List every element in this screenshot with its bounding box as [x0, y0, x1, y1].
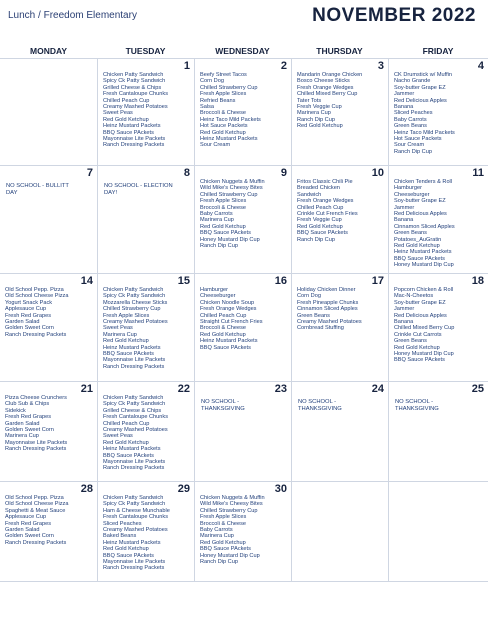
menu-item-list	[5, 287, 94, 338]
menu-item: Chicken Nuggets & Muffin	[200, 179, 265, 185]
menu-item-list	[297, 287, 385, 332]
menu-item: Popcorn Chicken & Roll	[394, 287, 454, 293]
day-cell-7	[0, 166, 97, 274]
menu-item: Sliced Peaches	[394, 110, 433, 117]
menu-item: Chicken Tenders & Roll	[394, 179, 453, 185]
menu-item: Red Delicious Apples	[394, 97, 447, 104]
day-cell-30	[194, 482, 291, 582]
menu-item-list	[5, 395, 94, 453]
menu-item: Potatoes_AuGratin	[394, 236, 442, 243]
day-cell-9	[194, 166, 291, 274]
menu-item: Heinz Taco Mild Packets	[200, 116, 261, 123]
menu-item: Cinnamon Sliced Apples	[394, 223, 455, 230]
menu-item: Heinz Taco Mild Packets	[394, 129, 455, 136]
menu-item: Spicy Ck Patty Sandwich	[103, 78, 166, 85]
day-number: 15	[177, 275, 190, 287]
no-school-note: NO SCHOOL - THANKSGIVING	[201, 399, 245, 412]
menu-item: Sour Cream	[200, 142, 231, 149]
menu-item: Chicken Patty Sandwich	[103, 495, 164, 501]
empty-day-cell	[291, 482, 388, 582]
menu-item: Chilled Peach Cup	[297, 204, 344, 211]
menu-item: Red Delicious Apples	[394, 211, 447, 218]
menu-item: Mayonnaise Lite Packets	[103, 136, 166, 143]
day-cell-16	[194, 274, 291, 382]
day-number: 18	[471, 275, 484, 287]
menu-item: Chicken Patty Sandwich	[103, 72, 164, 78]
menu-item: Red Gold Ketchup	[200, 223, 246, 230]
menu-item: Marinera Cup	[297, 110, 331, 117]
menu-item: Refried Beans	[200, 97, 236, 104]
menu-item-list	[5, 495, 94, 546]
menu-item: Red Gold Ketchup	[200, 539, 246, 546]
menu-item: BBQ Sauce PAckets	[200, 344, 251, 351]
weekday-friday: FRIDAY	[422, 46, 454, 56]
menu-item: Spicy Ck Patty Sandwich	[103, 293, 166, 300]
menu-item: Heinz Mustard Packets	[200, 136, 258, 143]
day-number: 7	[86, 167, 93, 179]
day-number: 17	[371, 275, 384, 287]
day-cell-22	[97, 382, 194, 482]
menu-item: Jammer	[394, 204, 415, 211]
menu-item: Sweet Peas	[103, 110, 133, 117]
menu-item: BBQ Sauce PAckets	[103, 552, 154, 559]
menu-item: Chilled Strawberry Cup	[200, 191, 258, 198]
menu-item: Ham & Cheese Munchable	[103, 507, 170, 514]
menu-item: Marinera Cup	[103, 331, 137, 338]
menu-item: Green Beans	[297, 312, 330, 319]
menu-item: Soy-butter Grape EZ	[394, 198, 446, 205]
day-cell-11	[388, 166, 488, 274]
menu-item: Old School Pepp. Pizza	[5, 287, 64, 293]
day-cell-24	[291, 382, 388, 482]
menu-item: Pizza Cheese Crunchers	[5, 395, 67, 401]
menu-item: Red Gold Ketchup	[394, 243, 440, 250]
menu-item: Heinz Mustard Packets	[394, 249, 452, 256]
menu-item: Old School Cheese Pizza	[5, 293, 69, 300]
day-number: 24	[371, 383, 384, 395]
menu-item-list	[394, 72, 485, 155]
menu-item: Cornbread Stuffing	[297, 325, 344, 332]
menu-item: Fresh Veggie Cup	[297, 104, 342, 111]
calendar-header	[0, 0, 488, 38]
menu-item: Fresh Orange Wedges	[297, 84, 354, 91]
empty-day-cell	[388, 482, 488, 582]
menu-item-list	[103, 72, 191, 149]
menu-item: Chilled Mixed Berry Cup	[297, 91, 358, 98]
menu-item: Heinz Mustard Packets	[103, 123, 161, 130]
menu-item: Spicy Ck Patty Sandwich	[103, 401, 166, 408]
menu-item: Fresh Cantaloupe Chunks	[103, 91, 168, 98]
menu-item: Ranch Dressing Packets	[103, 465, 165, 472]
menu-item: Green Beans	[394, 123, 427, 130]
menu-item: Heinz Mustard Packets	[200, 338, 258, 345]
menu-item: Sweet Peas	[103, 325, 133, 332]
menu-item: Ranch Dip Cup	[394, 148, 432, 155]
menu-item: Banana	[394, 217, 414, 224]
menu-item-list	[297, 179, 385, 243]
menu-item-list	[200, 495, 288, 565]
menu-item: Fresh Apple Slices	[200, 514, 247, 521]
menu-item: Yogurt Snack Pack	[5, 299, 53, 306]
menu-item: BBQ Sauce PAckets	[200, 230, 251, 237]
menu-item: Crinkle Cut French Fries	[297, 211, 358, 218]
menu-item: Broccoli & Cheese	[200, 520, 247, 527]
menu-item: Creamy Mashed Potatoes	[103, 527, 168, 534]
menu-item: BBQ Sauce PAckets	[103, 351, 154, 358]
menu-item: Jammer	[394, 306, 415, 313]
menu-item: BBQ Sauce PAckets	[103, 129, 154, 136]
day-cell-10	[291, 166, 388, 274]
no-school-note: NO SCHOOL - ELECTION DAY!	[104, 183, 173, 196]
weekday-wednesday: WEDNESDAY	[215, 46, 270, 56]
menu-item: Corn Dog	[297, 293, 321, 300]
menu-item: Chilled Strawberry Cup	[103, 306, 161, 313]
menu-item: Chilled Peach Cup	[103, 420, 150, 427]
menu-item: Red Gold Ketchup	[103, 439, 149, 446]
school-subtitle: Lunch / Freedom Elementary	[8, 10, 137, 21]
menu-item: Honey Mustard Dip Cup	[394, 262, 454, 269]
menu-item-list	[103, 495, 191, 572]
menu-item: BBQ Sauce PAckets	[200, 546, 251, 553]
day-number: 1	[183, 60, 190, 72]
menu-item: Fresh Red Grapes	[5, 520, 52, 527]
menu-item: Chilled Peach Cup	[200, 312, 247, 319]
menu-item: Green Beans	[394, 338, 427, 345]
menu-item: Ranch Dressing Packets	[5, 539, 67, 546]
day-cell-28	[0, 482, 97, 582]
menu-item: Cheeseburger	[200, 293, 236, 300]
menu-item: Chicken Nuggets & Muffin	[200, 495, 265, 501]
menu-item: Chilled Strawberry Cup	[200, 84, 258, 91]
menu-item-list	[394, 179, 485, 269]
menu-item: Ranch Dressing Packets	[5, 331, 67, 338]
menu-item: Corn Dog	[200, 78, 224, 85]
menu-item: Ranch Dip Cup	[200, 243, 238, 250]
menu-item: Hot Sauce Packets	[394, 136, 442, 143]
menu-item: Breaded Chicken	[297, 185, 340, 192]
day-cell-25	[388, 382, 488, 482]
menu-item: Mozzarella Cheese Sticks	[103, 299, 168, 306]
menu-item: Hot Sauce Packets	[200, 123, 248, 130]
menu-item: Red Gold Ketchup	[297, 123, 343, 130]
menu-item-list	[200, 179, 288, 249]
menu-item: Baby Carrots	[200, 211, 233, 218]
menu-item: Mac-N-Cheetos	[394, 293, 434, 300]
day-number: 21	[80, 383, 93, 395]
menu-item: Grilled Cheese & Chips	[103, 84, 162, 91]
menu-item: BBQ Sauce PAckets	[297, 230, 348, 237]
menu-item-list	[297, 72, 385, 130]
menu-item: Creamy Mashed Potatoes	[103, 104, 168, 111]
menu-item: Tater Tots	[297, 97, 322, 104]
menu-item-list	[200, 287, 288, 351]
menu-item: Heinz Mustard Packets	[103, 446, 161, 453]
menu-item: Red Gold Ketchup	[297, 223, 343, 230]
day-cell-23	[194, 382, 291, 482]
menu-item: Garden Salad	[5, 420, 40, 427]
menu-item: Salsa	[200, 104, 214, 111]
day-number: 30	[274, 483, 287, 495]
menu-item: Sour Cream	[394, 142, 425, 149]
menu-item-list	[103, 287, 191, 370]
menu-item: Ranch Dressing Packets	[103, 363, 165, 370]
day-cell-15	[97, 274, 194, 382]
menu-item: Fresh Red Grapes	[5, 414, 52, 421]
day-number: 14	[80, 275, 93, 287]
menu-item: Broccoli & Cheese	[200, 110, 247, 117]
day-cell-1	[97, 59, 194, 166]
menu-item: Mandarin Orange Chicken	[297, 72, 363, 78]
menu-item: Chicken Patty Sandwich	[103, 395, 164, 401]
day-cell-17	[291, 274, 388, 382]
menu-item: Mayonnaise Lite Packets	[5, 439, 68, 446]
menu-item: Holiday Chicken Dinner	[297, 287, 356, 293]
menu-item: Banana	[394, 104, 414, 111]
menu-item: Cinnamon Sliced Apples	[297, 306, 358, 313]
menu-item: Marinera Cup	[200, 533, 234, 540]
menu-item: Honey Mustard Dip Cup	[394, 351, 454, 358]
day-number: 28	[80, 483, 93, 495]
menu-item: Ranch Dip Cup	[297, 116, 335, 123]
day-cell-2	[194, 59, 291, 166]
menu-item: Ranch Dressing Packets	[5, 446, 67, 453]
menu-item: Red Gold Ketchup	[200, 129, 246, 136]
menu-item: Cheeseburger	[394, 191, 430, 198]
menu-item: Soy-butter Grape EZ	[394, 299, 446, 306]
day-number: 9	[280, 167, 287, 179]
menu-item: Applesauce Cup	[5, 306, 47, 313]
menu-item: Chicken Noodle Soup	[200, 299, 255, 306]
menu-item: Fresh Orange Wedges	[200, 306, 257, 313]
menu-item: Chilled Strawberry Cup	[200, 507, 258, 514]
menu-item: Fresh Orange Wedges	[297, 198, 354, 205]
menu-item: Fresh Cantaloupe Chunks	[103, 514, 168, 521]
menu-item: Heinz Mustard Packets	[103, 539, 161, 546]
menu-item: Ranch Dressing Packets	[103, 565, 165, 572]
menu-item: Chilled Peach Cup	[103, 97, 150, 104]
day-cell-14	[0, 274, 97, 382]
menu-item: Fresh Apple Slices	[200, 91, 247, 98]
menu-item: Spaghetti & Meat Sauce	[5, 507, 66, 514]
menu-item: Applesauce Cup	[5, 514, 47, 521]
weekday-thursday: THURSDAY	[316, 46, 363, 56]
menu-item: Old School Cheese Pizza	[5, 501, 69, 508]
menu-item: Red Gold Ketchup	[200, 331, 246, 338]
menu-item: CK Drumstick w/ Muffin	[394, 72, 453, 78]
menu-item-list	[103, 395, 191, 472]
menu-item: Golden Sweet Corn	[5, 427, 54, 434]
menu-item: Baked Beans	[103, 533, 137, 540]
day-cell-18	[388, 274, 488, 382]
day-number: 22	[177, 383, 190, 395]
menu-item: Marinera Cup	[5, 433, 39, 440]
no-school-note: NO SCHOOL - THANKSGIVING	[298, 399, 342, 412]
menu-item-list	[394, 287, 485, 364]
menu-item: Red Gold Ketchup	[103, 116, 149, 123]
menu-item: BBQ Sauce PAckets	[103, 452, 154, 459]
menu-item: Honey Mustard Dip Cup	[200, 552, 260, 559]
menu-item: Green Beans	[394, 230, 427, 237]
menu-item: Mayonnaise Lite Packets	[103, 459, 166, 466]
menu-item: Creamy Mashed Potatoes	[297, 319, 362, 326]
menu-item: Golden Sweet Corn	[5, 325, 54, 332]
menu-item: Garden Salad	[5, 527, 40, 534]
weekday-monday: MONDAY	[30, 46, 67, 56]
day-number: 16	[274, 275, 287, 287]
menu-item: Golden Sweet Corn	[5, 533, 54, 540]
menu-item: Crinkle Cut Carrots	[394, 331, 442, 338]
day-number: 4	[477, 60, 484, 72]
menu-item: Baby Carrots	[394, 116, 427, 123]
day-cell-3	[291, 59, 388, 166]
menu-item: Sliced Peaches	[103, 520, 142, 527]
menu-item: Ranch Dressing Packets	[103, 142, 165, 149]
menu-item: Grilled Cheese & Chips	[103, 407, 162, 414]
menu-item: Sweet Peas	[103, 433, 133, 440]
menu-item: Fresh Apple Slices	[103, 312, 150, 319]
menu-item: Broccoli & Cheese	[200, 204, 247, 211]
menu-item: Fresh Red Grapes	[5, 312, 52, 319]
menu-item: Wild Mike's Cheesy Bites	[200, 185, 263, 192]
menu-item: Mayonnaise Lite Packets	[103, 559, 166, 566]
menu-item: Beefy Street Tacos	[200, 72, 247, 78]
menu-item: Fresh Pineapple Chunks	[297, 299, 359, 306]
menu-item-list	[200, 72, 288, 149]
day-number: 10	[371, 167, 384, 179]
menu-item: Bosco Cheese Sticks	[297, 78, 350, 85]
weekday-tuesday: TUESDAY	[125, 46, 166, 56]
menu-item: Creamy Mashed Potatoes	[103, 427, 168, 434]
menu-item: Soy-butter Grape EZ	[394, 84, 446, 91]
day-number: 29	[177, 483, 190, 495]
menu-item: Wild Mike's Cheesy Bites	[200, 501, 263, 508]
menu-item: Creamy Mashed Potatoes	[103, 319, 168, 326]
day-cell-29	[97, 482, 194, 582]
menu-item: Chilled Mixed Berry Cup	[394, 325, 455, 332]
menu-item: Chicken Patty Sandwich	[103, 287, 164, 293]
menu-item: Banana	[394, 319, 414, 326]
no-school-note: NO SCHOOL - BULLITT DAY	[6, 183, 69, 196]
menu-item: Red Gold Ketchup	[103, 338, 149, 345]
menu-item: Sandwich	[297, 191, 322, 198]
day-cell-21	[0, 382, 97, 482]
menu-item: Heinz Mustard Packets	[103, 344, 161, 351]
month-title: NOVEMBER 2022	[312, 5, 476, 26]
menu-item: Hamburger	[394, 185, 422, 192]
menu-item: Baby Carrots	[200, 527, 233, 534]
day-cell-8	[97, 166, 194, 274]
menu-item: Marinera Cup	[200, 217, 234, 224]
menu-item: Nacho Grande	[394, 78, 431, 85]
menu-item: Club Sub & Chips	[5, 401, 50, 408]
no-school-note: NO SCHOOL - THANKSGIVING	[395, 399, 439, 412]
menu-item: Red Delicious Apples	[394, 312, 447, 319]
day-number: 11	[472, 167, 484, 179]
menu-item: Spicy Ck Patty Sandwich	[103, 501, 166, 508]
menu-item: Broccoli & Cheese	[200, 325, 247, 332]
menu-item: Hamburger	[200, 287, 228, 293]
menu-item: Fresh Apple Slices	[200, 198, 247, 205]
menu-item: Straight Cut French Fries	[200, 319, 263, 326]
menu-item: Fritos Classic Chili Pie	[297, 179, 353, 185]
menu-item: BBQ Sauce PAckets	[394, 357, 445, 364]
menu-item: Old School Pepp. Pizza	[5, 495, 64, 501]
menu-item: Garden Salad	[5, 319, 40, 326]
menu-item: Fresh Cantaloupe Chunks	[103, 414, 168, 421]
day-number: 2	[280, 60, 287, 72]
menu-item: Red Gold Ketchup	[394, 344, 440, 351]
calendar-grid	[0, 58, 488, 582]
empty-day-cell	[0, 59, 97, 166]
menu-item: Red Gold Ketchup	[103, 546, 149, 553]
day-number: 3	[377, 60, 384, 72]
day-number: 8	[183, 167, 190, 179]
menu-item: Ranch Dip Cup	[297, 236, 335, 243]
menu-item: Sidekick	[5, 407, 26, 414]
day-number: 25	[471, 383, 484, 395]
menu-item: Fresh Veggie Cup	[297, 217, 342, 224]
menu-item: Jammer	[394, 91, 415, 98]
menu-item: Mayonnaise Lite Packets	[103, 357, 166, 364]
menu-item: Ranch Dip Cup	[200, 559, 238, 566]
day-number: 23	[274, 383, 287, 395]
menu-item: BBQ Sauce PAckets	[394, 255, 445, 262]
day-cell-4	[388, 59, 488, 166]
menu-item: Honey Mustard Dip Cup	[200, 236, 260, 243]
